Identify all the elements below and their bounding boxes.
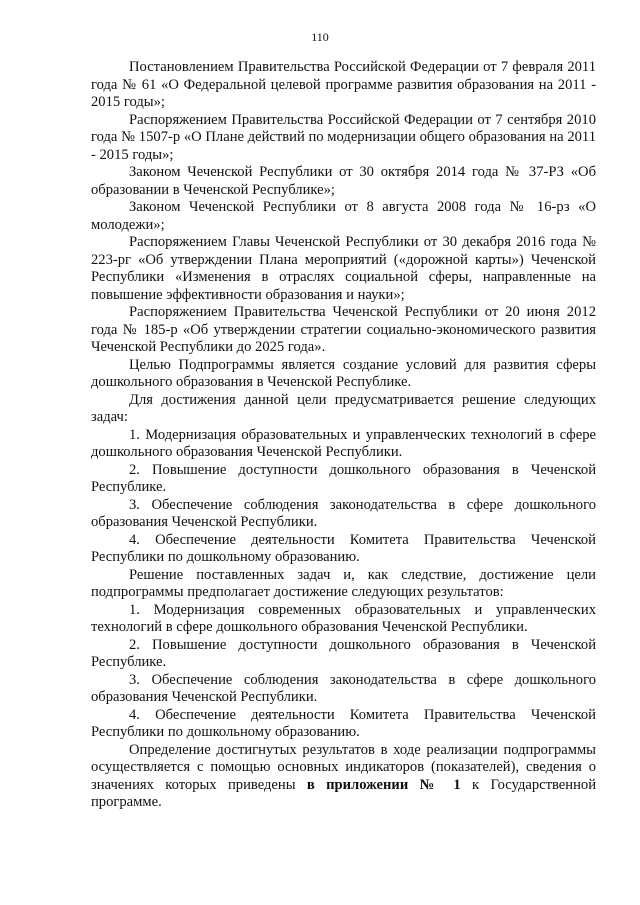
- page-number: 110: [311, 30, 329, 44]
- paragraph: 4. Обеспечение деятельности Комитета Правительства Чеченской Республики по дошкольному образованию.: [91, 531, 596, 565]
- paragraph: 3. Обеспечение соблюдения законодательства в сфере дошкольного образования Чеченской Республики.: [91, 496, 596, 530]
- paragraph: Распоряжением Главы Чеченской Республики от 30 декабря 2016 года № 223-рг «Об утверждении Плана мероприятий («дорожной карты») Чеченской Республики «Изменения в отраслях социальной сферы, направленные на повышение эффективности образования и науки»;: [91, 234, 596, 303]
- paragraph: 2. Повышение доступности дошкольного образования в Чеченской Республике.: [91, 461, 596, 495]
- paragraph: 4. Обеспечение деятельности Комитета Правительства Чеченской Республики по дошкольному образованию.: [91, 706, 596, 740]
- document-body: [91, 59, 596, 812]
- paragraph: 1. Модернизация современных образовательных и управленческих технологий в сфере дошкольного образования Чеченской Республики.: [91, 601, 596, 635]
- paragraph: Законом Чеченской Республики от 30 октября 2014 года № 37-РЗ «Об образовании в Чеченской Республике»;: [91, 164, 596, 198]
- appendix-reference: в приложении № 1: [306, 776, 461, 793]
- paragraph: Распоряжением Правительства Российской Федерации от 7 сентября 2010 года № 1507-р «О Плане действий по модернизации общего образования на 2011 - 2015 годы»;: [91, 111, 596, 163]
- paragraph: Целью Подпрограммы является создание условий для развития сферы дошкольного образования в Чеченской Республике.: [91, 356, 596, 390]
- final-paragraph: [91, 742, 596, 812]
- final-paragraph-ending: к Государственной программе.: [91, 776, 597, 810]
- paragraph: Распоряжением Правительства Чеченской Республики от 20 июня 2012 года № 185-р «Об утверждении стратегии социально-экономического развития Чеченской Республики до 2025 года».: [91, 304, 596, 355]
- final-paragraph-text: Определение достигнутых результатов в ходе реализации подпрограммы осуществляется с помощью основных индикаторов (показателей), сведения о значениях которых приведены: [91, 741, 596, 793]
- paragraph: Для достижения данной цели предусматривается решение следующих задач:: [91, 391, 596, 425]
- paragraph: 2. Повышение доступности дошкольного образования в Чеченской Республике.: [91, 636, 596, 670]
- paragraph: Постановлением Правительства Российской Федерации от 7 февраля 2011 года № 61 «О Федеральной целевой программе развития образования на 2011 - 2015 годы»;: [91, 59, 596, 110]
- paragraph: 3. Обеспечение соблюдения законодательства в сфере дошкольного образования Чеченской Республики.: [91, 671, 596, 705]
- paragraph: 1. Модернизация образовательных и управленческих технологий в сфере дошкольного образования Чеченской Республики.: [91, 426, 596, 460]
- paragraph: Законом Чеченской Республики от 8 августа 2008 года № 16-рз «О молодежи»;: [91, 199, 596, 233]
- paragraph: Решение поставленных задач и, как следствие, достижение цели подпрограммы предполагает достижение следующих результатов:: [91, 566, 596, 600]
